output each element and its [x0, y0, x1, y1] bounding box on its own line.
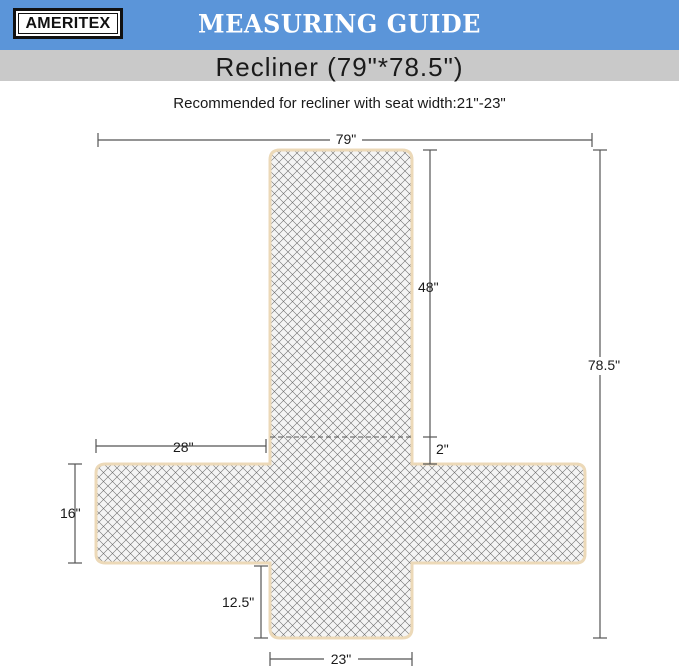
label-back-length: 48"	[418, 279, 439, 295]
label-seat-front-drop: 12.5"	[222, 594, 255, 610]
label-seam-gap: 2"	[436, 441, 449, 457]
label-arm-length: 28"	[173, 439, 194, 455]
label-seat-width: 23"	[330, 651, 352, 667]
brand-name: AMERITEX	[25, 15, 111, 32]
recommendation-text: Recommended for recliner with seat width:21"-23"	[173, 95, 506, 112]
product-name: Recliner (79"*78.5")	[215, 52, 464, 82]
label-total-height: 78.5"	[587, 357, 621, 373]
dimension-line-seat-front-drop	[254, 566, 268, 638]
guide-title: MEASURING GUIDE	[198, 8, 481, 39]
recliner-cover-shape	[96, 150, 585, 638]
dimension-line-total-height	[593, 150, 607, 638]
label-arm-width: 16"	[60, 505, 81, 521]
dimension-line-seam-gap	[423, 437, 437, 464]
label-total-width: 79"	[335, 131, 357, 147]
